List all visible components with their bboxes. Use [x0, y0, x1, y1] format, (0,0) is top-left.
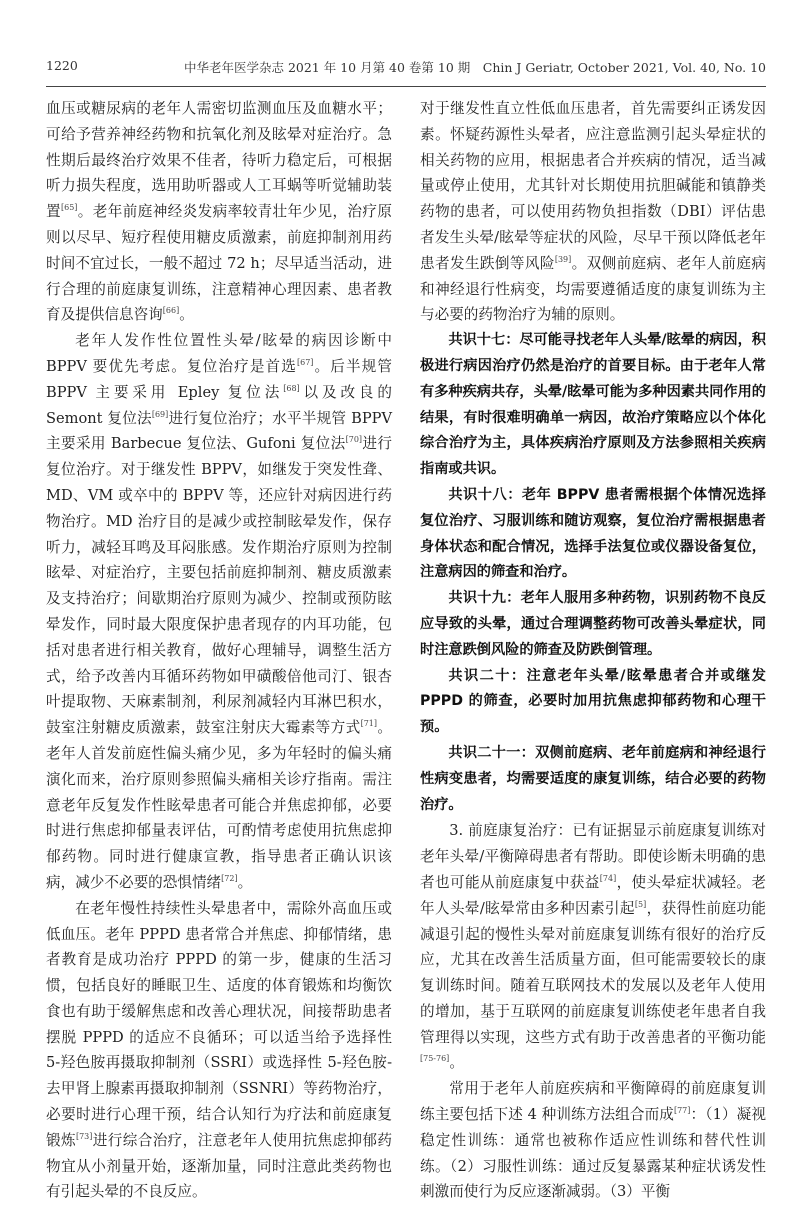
right-column [420, 96, 766, 1201]
citation-ref: [65] [60, 203, 78, 213]
consensus-20: 共识二十：注意老年头晕/眩晕患者合并或继发 PPPD 的筛查，必要时加用抗焦虑抑郁药物和心理干预。 [420, 667, 766, 736]
paragraph: 在老年慢性持续性头晕患者中，需除外高血压或低血压。老年 PPPD 患者常合并焦虑、抑郁情绪，患者教育是成功治疗 PPPD 的第一步，健康的生活习惯，包括良好的睡眠卫生、适度的体育锻炼和均衡饮食也有助于缓解焦虑和改善心理状况，间接帮助患者摆脱 PPPD 的适应不良循环；可以适当给予选择性 5-羟色胺再摄取抑制剂（SSRI）或选择性 5-羟色胺-去甲肾上腺素再摄取抑制剂（SSNRI）等药物治疗，必要时进行心理干预，结合认知行为疗法和前庭康复锻炼[73]进行综合治疗，注意老年人使用抗焦虑抑郁药物宜从小剂量开始，逐渐加量，同时注意此类药物也有引起头晕的不良反应。 [46, 899, 392, 1201]
running-header [46, 58, 766, 80]
citation-ref: [67] [296, 358, 314, 368]
consensus-17: 共识十七：尽可能寻找老年人头晕/眩晕的病因，积极进行病因治疗仍然是治疗的首要目标。由于老年人常有多种疾病共存，头晕/眩晕可能为多种因素共同作用的结果，有时很难明确单一病因，故治疗策略应以个体化综合治疗为主，具体疾病治疗原则及方法参照相关疾病指南或共识。 [420, 332, 766, 478]
citation-ref: [71] [360, 719, 377, 729]
citation-ref: [66] [162, 306, 180, 316]
consensus-18: 共识十八：老年 BPPV 患者需根据个体情况选择复位治疗、习服训练和随访观察，复位治疗需根据患者身体状态和配合情况，选择手法复位或仪器设备复位，注意病因的筛查和治疗。 [420, 486, 766, 581]
consensus-19: 共识十九：老年人服用多种药物，识别药物不良反应导致的头晕，通过合理调整药物可改善头晕症状，同时注意跌倒风险的筛查及防跌倒管理。 [420, 590, 766, 658]
paragraph: 血压或糖尿病的老年人需密切监测血压及血糖水平；可给予营养神经药物和抗氧化剂及眩晕对症治疗。急性期后最终治疗效果不佳者，待听力稳定后，可根据听力损失程度，选用助听器或人工耳蜗等听觉辅助装置[65]。老年前庭神经炎发病率较青壮年少见，治疗原则以尽早、短疗程使用糖皮质激素，前庭抑制剂用药时间不宜过长，一般不超过 72 h；尽早适当活动，进行合理的前庭康复训练，注意精神心理因素、患者教育及提供信息咨询[66]。 [46, 100, 392, 324]
paragraph: 3. 前庭康复治疗：已有证据显示前庭康复训练对老年头晕/平衡障碍患者有帮助。即使诊断未明确的患者也可能从前庭康复中获益[74]，使头晕症状减轻。老年人头晕/眩晕常由多种因素引起[5]，获得性前庭功能减退引起的慢性头晕对前庭康复训练有很好的治疗反应，尤其在改善生活质量方面，但可能需要较长的康复训练时间。随着互联网技术的发展以及老年人使用的增加，基于互联网的前庭康复训练使老年患者自我管理得以实现，这些方式有助于改善患者的平衡功能[75-76]。 [420, 822, 766, 1072]
left-column [46, 96, 392, 1201]
citation-ref: [39] [554, 254, 572, 264]
citation-ref: [75-76] [420, 1054, 450, 1064]
paragraph: 老年人发作性位置性头晕/眩晕的病因诊断中 BPPV 要优先考虑。复位治疗是首选[67]。后半规管 BPPV 主要采用 Epley 复位法[68]以及改良的 Semont 复位法[69]进行复位治疗；水平半规管 BPPV 主要采用 Barbecue 复位法、Gufoni 复位法[70]进行复位治疗。对于继发性 BPPV，如继发于突发性聋、MD、VM 或卒中的 BPPV 等，还应针对病因进行药物治疗。MD 治疗目的是减少或控制眩晕发作，保存听力，减轻耳鸣及耳闷胀感。发作期治疗原则为控制眩晕、对症治疗，主要包括前庭抑制剂、糖皮质激素及支持治疗；间歇期治疗原则为减少、控制或预防眩晕发作，同时最大限度保护患者现存的内耳功能，包括对患者进行相关教育，做好心理辅导，调整生活方式，给予改善内耳循环药物如甲磺酸倍他司汀、银杏叶提取物、天麻素制剂，利尿剂减轻内耳淋巴积水，鼓室注射糖皮质激素，鼓室注射庆大霉素等方式[71]。老年人首发前庭性偏头痛少见，多为年轻时的偏头痛演化而来，治疗原则参照偏头痛相关诊疗指南。需注意老年反复发作性眩晕患者可能合并焦虑抑郁，必要时进行焦虑抑郁量表评估，可酌情考虑使用抗焦虑抑郁药物。同时进行健康宣教，指导患者正确认识该病，减少不必要的恐惧情绪[72]。 [46, 332, 392, 891]
citation-ref: [77] [673, 1106, 691, 1116]
paragraph: 常用于老年人前庭疾病和平衡障碍的前庭康复训练主要包括下述 4 种训练方法组合而成[77]：（1）凝视稳定性训练：通常也被称作适应性训练和替代性训练。（2）习服性训练：通过反复暴露某种症状诱发性刺激而使行为反应逐渐减弱。（3）平衡 [420, 1080, 766, 1201]
journal-citation: 中华老年医学杂志 2021 年 10 月第 40 卷第 10 期 Chin J Geriatr, October 2021, Vol. 40, No. 10 [183, 60, 766, 75]
header-rule [46, 86, 766, 87]
citation-ref: [5] [634, 899, 647, 909]
citation-ref: [72] [221, 874, 238, 884]
citation-ref: [70] [345, 435, 363, 445]
citation-ref: [69] [151, 409, 169, 419]
paragraph: 对于继发性直立性低血压患者，首先需要纠正诱发因素。怀疑药源性头晕者，应注意监测引起头晕症状的相关药物的应用，根据患者合并疾病的情况，适当减量或停止使用，尤其针对长期使用抗胆碱能和镇静类药物的患者，可以使用药物负担指数（DBI）评估患者发生头晕/眩晕等症状的风险，尽早干预以降低老年患者发生跌倒等风险[39]。双侧前庭病、老年人前庭病和神经退行性病变，均需要遵循适度的康复训练为主与必要的药物治疗为辅的原则。 [420, 100, 766, 324]
citation-ref: [73] [75, 1132, 93, 1142]
consensus-21: 共识二十一：双侧前庭病、老年前庭病和神经退行性病变患者，均需要适度的康复训练，结合必要的药物治疗。 [420, 744, 766, 813]
citation-ref: [74] [599, 874, 617, 884]
page-number: 1220 [46, 58, 78, 73]
citation-ref: [68] [283, 383, 300, 393]
